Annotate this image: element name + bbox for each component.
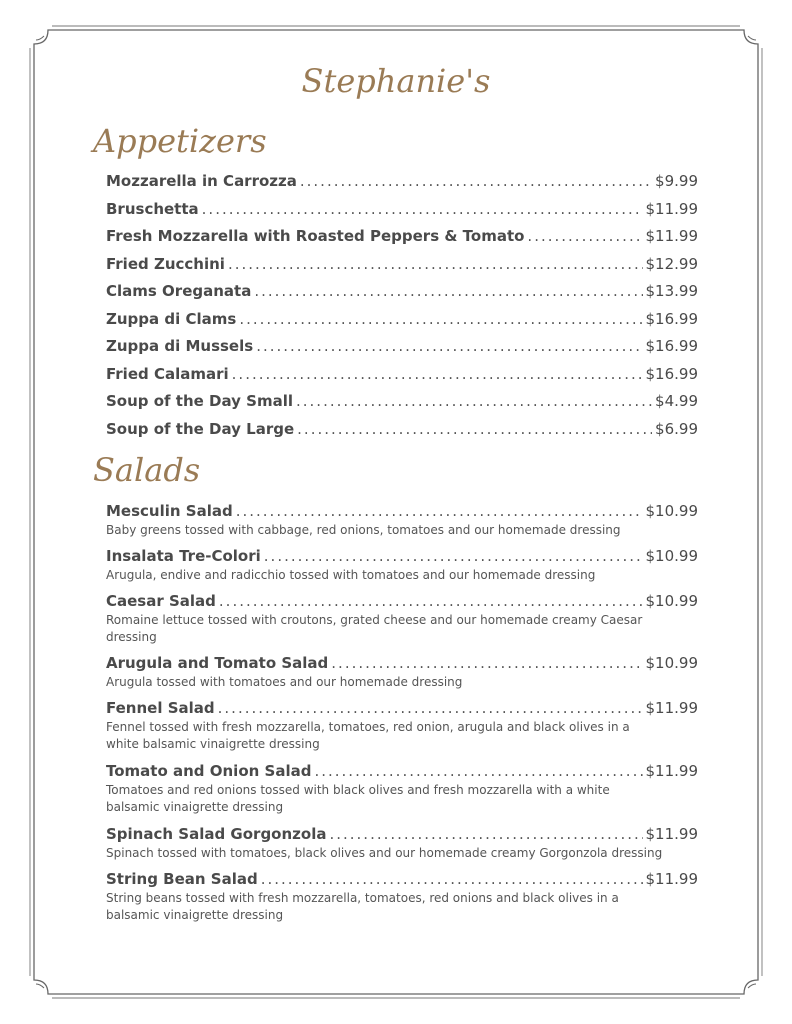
item-price: $9.99 <box>655 172 698 190</box>
dot-leader <box>264 547 643 565</box>
item-price: $16.99 <box>645 309 698 328</box>
item-price: $6.99 <box>655 419 698 438</box>
menu-item <box>106 762 698 825</box>
item-price: $10.99 <box>645 502 698 520</box>
item-price: $11.99 <box>645 699 698 717</box>
menu-item <box>106 870 698 932</box>
salads-list <box>106 502 698 932</box>
menu-item <box>106 654 698 699</box>
menu-item <box>106 502 698 547</box>
dot-leader <box>314 762 642 780</box>
menu-item <box>106 699 698 762</box>
item-price: $4.99 <box>655 392 698 410</box>
item-name: Tomato and Onion Salad <box>106 762 312 780</box>
dot-leader <box>202 200 643 218</box>
dot-leader <box>300 172 652 190</box>
item-price: $16.99 <box>645 364 698 383</box>
dot-leader <box>228 255 643 273</box>
item-price: $11.99 <box>645 870 698 888</box>
item-name: Fresh Mozzarella with Roasted Peppers & Tomato <box>106 227 525 245</box>
item-price: $11.99 <box>645 199 698 218</box>
menu-item <box>106 310 698 338</box>
item-description: Tomatoes and red onions tossed with black olives and fresh mozzarella with a white balsamic vinaigrette dressing <box>106 783 610 814</box>
item-description: Spinach tossed with tomatoes, black olives and our homemade creamy Gorgonzola dressing <box>106 846 663 860</box>
menu-item <box>106 825 698 870</box>
appetizers-list <box>106 172 698 447</box>
dot-leader <box>296 392 652 410</box>
item-description: Arugula tossed with tomatoes and our homemade dressing <box>106 675 463 689</box>
restaurant-name: Stephanie's <box>301 62 491 100</box>
dot-leader <box>331 654 642 672</box>
dot-leader <box>256 337 642 355</box>
item-description: String beans tossed with fresh mozzarella, tomatoes, red onions and black olives in a balsamic vinaigrette dressing <box>106 891 619 922</box>
item-price: $13.99 <box>645 282 698 300</box>
dot-leader <box>261 870 643 888</box>
item-name: Zuppa di Clams <box>106 309 237 328</box>
item-name: Fried Calamari <box>106 364 229 383</box>
item-price: $11.99 <box>645 227 698 245</box>
item-name: Mesculin Salad <box>106 502 233 520</box>
menu-item <box>106 172 698 200</box>
item-name: Fried Zucchini <box>106 254 225 273</box>
menu-item <box>106 282 698 310</box>
item-price: $11.99 <box>645 762 698 780</box>
item-name: Insalata Tre-Colori <box>106 547 261 565</box>
item-name: Fennel Salad <box>106 699 215 717</box>
item-name: Soup of the Day Large <box>106 419 295 438</box>
menu-item <box>106 255 698 283</box>
item-name: Clams Oreganata <box>106 282 252 300</box>
dot-leader <box>232 365 643 383</box>
dot-leader <box>239 310 642 328</box>
item-description: Baby greens tossed with cabbage, red onions, tomatoes and our homemade dressing <box>106 523 621 537</box>
item-price: $10.99 <box>645 592 698 610</box>
item-name: Arugula and Tomato Salad <box>106 654 329 672</box>
dot-leader <box>527 227 642 245</box>
item-description: Romaine lettuce tossed with croutons, grated cheese and our homemade creamy Caesar dressing <box>106 613 643 644</box>
dot-leader <box>329 825 642 843</box>
menu-item <box>106 200 698 228</box>
item-name: Spinach Salad Gorgonzola <box>106 825 327 843</box>
item-price: $10.99 <box>645 547 698 565</box>
dot-leader <box>254 282 642 300</box>
item-description: Arugula, endive and radicchio tossed with tomatoes and our homemade dressing <box>106 568 596 582</box>
section-title-salads: Salads <box>93 451 201 489</box>
dot-leader <box>297 420 652 438</box>
dot-leader <box>219 592 643 610</box>
item-name: Zuppa di Mussels <box>106 337 254 355</box>
item-description: Fennel tossed with fresh mozzarella, tomatoes, red onion, arugula and black olives in a white balsamic vinaigrette dressing <box>106 720 630 751</box>
menu-item <box>106 547 698 592</box>
section-title-appetizers: Appetizers <box>93 122 267 160</box>
item-name: Soup of the Day Small <box>106 392 293 410</box>
item-price: $16.99 <box>645 337 698 355</box>
menu-item <box>106 592 698 654</box>
item-name: Mozzarella in Carrozza <box>106 172 297 190</box>
item-price: $12.99 <box>645 254 698 273</box>
menu-item <box>106 227 698 255</box>
menu-item <box>106 392 698 420</box>
item-name: Bruschetta <box>106 199 199 218</box>
dot-leader <box>236 502 643 520</box>
item-price: $10.99 <box>645 654 698 672</box>
item-price: $11.99 <box>645 825 698 843</box>
item-name: String Bean Salad <box>106 870 258 888</box>
item-name: Caesar Salad <box>106 592 216 610</box>
menu-item <box>106 337 698 365</box>
menu-item <box>106 365 698 393</box>
menu-item <box>106 420 698 448</box>
dot-leader <box>218 699 643 717</box>
